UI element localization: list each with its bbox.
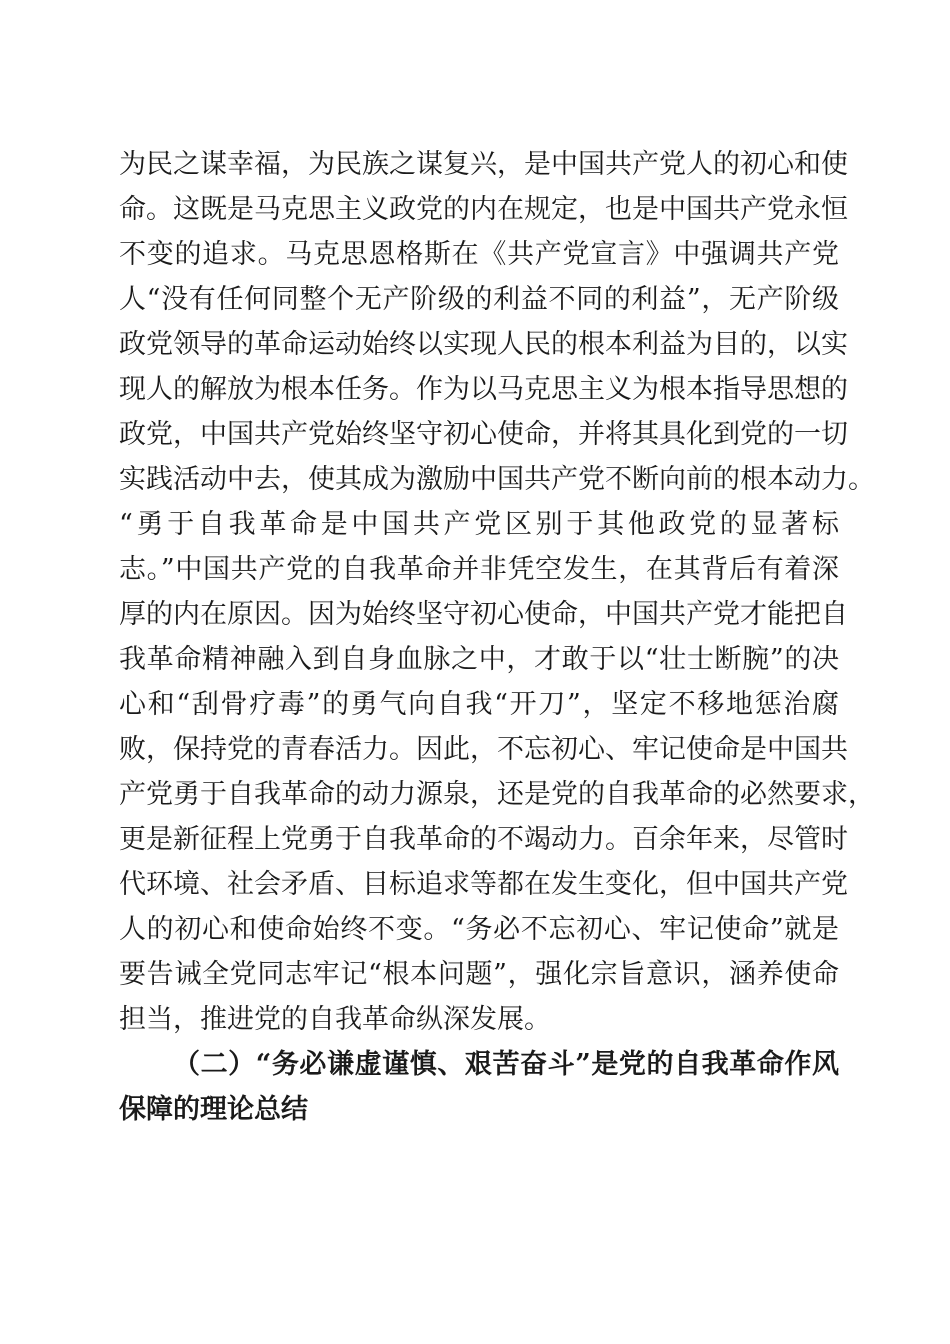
body-line: 不变的追求。马克思恩格斯在《共产党宣言》中强调共产党 bbox=[119, 239, 839, 270]
section-heading-continuation: 保障的理论总结 bbox=[119, 1094, 308, 1125]
body-line: 担当，推进党的自我革命纵深发展。 bbox=[119, 1004, 551, 1035]
body-line: 败，保持党的青春活力。因此，不忘初心、牢记使命是中国共 bbox=[119, 734, 848, 765]
body-line: 为民之谋幸福，为民族之谋复兴，是中国共产党人的初心和使 bbox=[119, 149, 848, 180]
body-line: 代环境、社会矛盾、目标追求等都在发生变化，但中国共产党 bbox=[119, 869, 848, 900]
body-line: 现人的解放为根本任务。作为以马克思主义为根本指导思想的 bbox=[119, 374, 848, 405]
body-line: 政党，中国共产党始终坚守初心使命，并将其具化到党的一切 bbox=[119, 419, 848, 450]
body-line: 我革命精神融入到自身血脉之中，才敢于以“壮士断腕”的决 bbox=[119, 644, 839, 675]
body-line: 产党勇于自我革命的动力源泉，还是党的自我革命的必然要求， bbox=[119, 779, 875, 810]
body-line: 政党领导的革命运动始终以实现人民的根本利益为目的，以实 bbox=[119, 329, 848, 360]
body-line: 命。这既是马克思主义政党的内在规定，也是中国共产党永恒 bbox=[119, 194, 848, 225]
body-line: 实践活动中去，使其成为激励中国共产党不断向前的根本动力。 bbox=[119, 464, 875, 495]
body-line: 志。”中国共产党的自我革命并非凭空发生，在其背后有着深 bbox=[119, 554, 839, 585]
body-line: 心和“刮骨疗毒”的勇气向自我“开刀”，坚定不移地惩治腐 bbox=[119, 689, 839, 720]
body-line: “勇于自我革命是中国共产党区别于其他政党的显著标 bbox=[119, 509, 839, 540]
body-line: 人“没有任何同整个无产阶级的利益不同的利益”，无产阶级 bbox=[119, 284, 839, 315]
body-line: 人的初心和使命始终不变。“务必不忘初心、牢记使命”就是 bbox=[119, 914, 839, 945]
section-heading: （二）“务必谦虚谨慎、艰苦奋斗”是党的自我革命作风 bbox=[173, 1049, 839, 1080]
document-text bbox=[119, 142, 875, 1132]
body-line: 要告诫全党同志牢记“根本问题”，强化宗旨意识，涵养使命 bbox=[119, 959, 839, 990]
body-line: 厚的内在原因。因为始终坚守初心使命，中国共产党才能把自 bbox=[119, 599, 848, 630]
body-line: 更是新征程上党勇于自我革命的不竭动力。百余年来，尽管时 bbox=[119, 824, 848, 855]
